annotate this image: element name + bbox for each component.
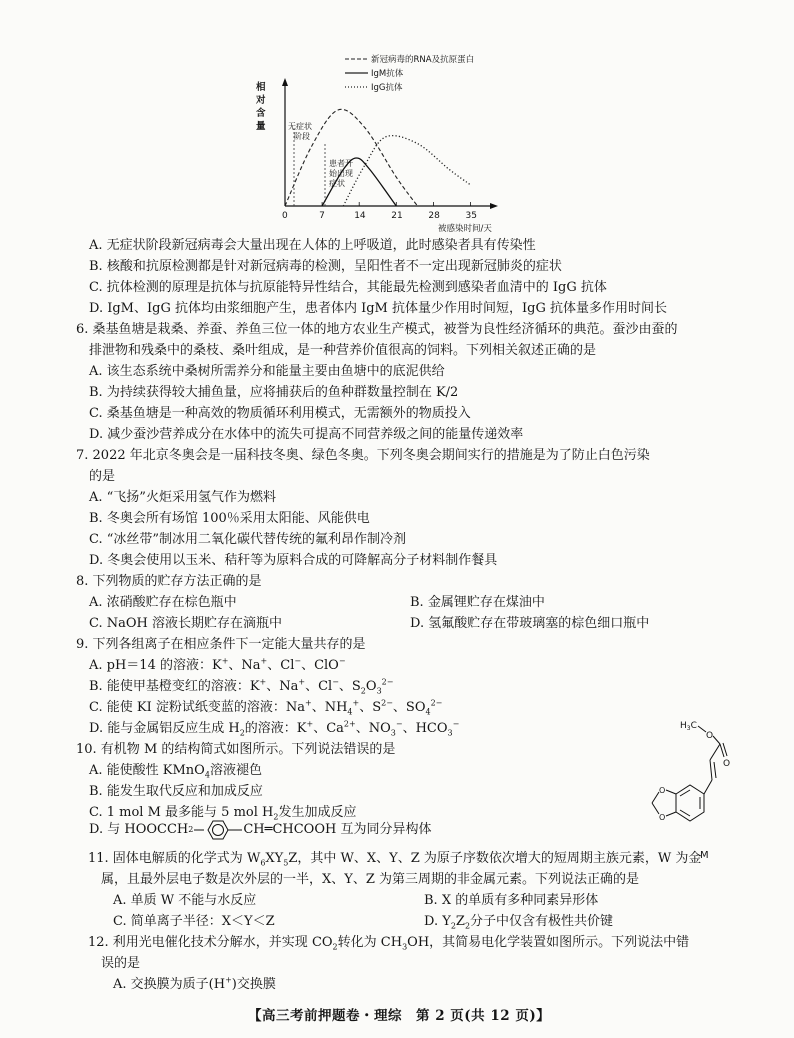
x-tick-label: 28 [428,211,440,221]
legend-label-igg: IgG抗体 [371,83,403,93]
svg-text:患者开: 患者开 [329,159,353,168]
q12-stem-line2: 误的是 [101,956,141,971]
svg-text:O: O [723,759,731,769]
q6-stem-line2: 排泄物和残桑中的桑枝、桑叶组成，是一种营养价值很高的饲料。下列相关叙述正确的是 [89,343,597,358]
page-footer: 【高三考前押题卷・理综 第 2 页(共 12 页)】 [248,1008,551,1024]
q7-option-a: A. “飞扬”火炬采用氢气作为燃料 [89,490,276,505]
q6-option-b: B. 为持续获得较大捕鱼量，应将捕获后的鱼种群数量控制在 K/2 [89,385,459,400]
q10-option-b: B. 能发生取代反应和加成反应 [89,784,263,799]
q10-option-a: A. 能使酸性 KMnO$_4$溶液褪色 [89,763,262,780]
q11-stem-line2: 属，且最外层电子数是次外层的一半，X、Y、Z 为第三周期的非金属元素。下列说法正确的是 [101,872,640,887]
q7-option-d: D. 冬奥会使用以玉米、秸秆等为原料合成的可降解高分子材料制作餐具 [89,553,498,568]
q12-option-a: A. 交换膜为质子(H+)交换膜 [113,975,276,992]
curve-igg-antibody [343,136,470,206]
x-tick-label: 7 [319,211,325,221]
svg-text:阶段: 阶段 [294,132,310,141]
svg-text:O: O [706,731,714,741]
benzene-ring-icon [194,816,242,844]
q6-option-d: D. 减少蚕沙营养成分在水体中的流失可提高不同营养级之间的能量传递效率 [89,427,524,442]
svg-text:无症状: 无症状 [288,122,312,131]
svg-text:O: O [659,813,666,822]
q9-option-c: C. 能使 KI 淀粉试纸变蓝的溶液：Na+、$NH_4^+$、$S^{2-}$、$SO_4^{2-}$ [89,698,443,717]
q5-option-b: B. 核酸和抗原检测都是针对新冠病毒的检测，呈阳性者不一定出现新冠肺炎的症状 [89,259,562,274]
q8-option-c: C. NaOH 溶液长期贮存在滴瓶中 [89,616,283,631]
q9-stem: 9. 下列各组离子在相应条件下一定能大量共存的是 [76,637,366,652]
q6-option-a: A. 该生态系统中桑树所需养分和能量主要由鱼塘中的底泥供给 [89,364,445,379]
svg-text:量: 量 [256,121,266,132]
svg-text:相: 相 [256,82,266,93]
q8-option-a: A. 浓硝酸贮存在棕色瓶中 [89,595,237,610]
phase-label-asymptomatic [288,121,312,141]
q11-option-c: C. 简单离子半径：X＜Y＜Z [113,914,275,929]
svg-text:始出现: 始出现 [329,169,353,178]
x-tick-labels [282,202,477,221]
q7-stem-line2: 的是 [89,469,116,484]
q11-stem-line1: 11. 固体电解质的化学式为 $W_6XY_5Z$，其中 W、X、Y、Z 为原子序数依次增大的短周期主族元素，W 为金 [88,851,702,868]
antibody-chart [250,48,530,233]
x-tick-label: 35 [465,211,477,221]
q11-option-b: B. X 的单质有多种同素异形体 [424,893,599,908]
svg-text:含: 含 [256,108,266,119]
x-tick-label: 21 [391,211,403,221]
legend-label-virus: 新冠病毒的RNA及抗原蛋白 [371,55,475,65]
q9-option-d: D. 能与金属铝反应生成 $H_2$的溶液：K+、$Ca^{2+}$、$NO_3^-$、$HCO_3^-$ [89,719,460,738]
x-axis-arrow [490,203,498,209]
y-axis-label [255,81,266,132]
q5-option-d: D. IgM、IgG 抗体均由浆细胞产生，患者体内 IgM 抗体量少作用时间短，IgG 抗体量多作用时间长 [89,301,667,316]
q10-option-d: D. 与 HOOCCH 2 CH═CHCOOH 互为同分异构体 [89,812,432,848]
q9-option-b: B. 能使甲基橙变红的溶液：K+、Na+、Cl−、$S_2O_3^{2-}$ [89,677,394,696]
x-axis-label: 被感染时间/天 [438,224,492,233]
molecule-label: M [700,850,709,861]
q7-option-b: B. 冬奥会所有场馆 100％采用太阳能、风能供电 [89,511,370,526]
chart-legend [345,54,474,93]
x-tick-label: 0 [282,211,288,221]
svg-text:对: 对 [256,95,266,106]
q5-option-a: A. 无症状阶段新冠病毒会大量出现在人体的上呼吸道，此时感染者具有传染性 [89,238,536,253]
q6-option-c: C. 桑基鱼塘是一种高效的物质循环利用模式，无需额外的物质投入 [89,406,471,421]
legend-label-igm: IgM抗体 [371,69,404,79]
q10-option-c: C. 1 mol M 最多能与 5 mol $H_2$发生加成反应 [89,805,357,822]
y-axis-arrow [282,78,288,86]
svg-text:O: O [659,786,666,795]
q7-stem-line1: 7. 2022 年北京冬奥会是一届科技冬奥、绿色冬奥。下列冬奥会期间实行的措施是为了防止白色污染 [76,448,650,463]
q5-option-c: C. 抗体检测的原理是抗体与抗原能特异性结合，其能最先检测到感染者血清中的 IgG 抗体 [89,280,607,295]
svg-text:症状: 症状 [329,179,345,188]
x-tick-label: 14 [354,211,366,221]
q9-option-a: A. pH＝14 的溶液：K+、Na+、Cl−、ClO− [89,656,346,673]
q7-option-c: C. “冰丝带”制冰用二氧化碳代替传统的氟利昂作制冷剂 [89,532,407,547]
q8-option-d: D. 氢氟酸贮存在带玻璃塞的棕色细口瓶中 [410,616,650,631]
q11-option-a: A. 单质 W 不能与水反应 [113,893,257,908]
q12-stem-line1: 12. 利用光电催化技术分解水，并实现 $CO_2$转化为 $CH_3OH$，其简易电化学装置如图所示。下列说法中错 [88,935,690,952]
molecule-m-structure [640,712,760,862]
q6-stem-line1: 6. 桑基鱼塘是栽桑、养蚕、养鱼三位一体的地方农业生产模式，被誉为良性经济循环的典范。蚕沙由蚕的 [76,322,678,337]
q8-stem: 8. 下列物质的贮存方法正确的是 [76,574,262,589]
q11-option-d: D. $Y_2Z_2$分子中仅含有极性共价键 [424,914,614,931]
svg-text:H3C: $H_3C$ [680,721,697,732]
q8-option-b: B. 金属锂贮存在煤油中 [410,595,545,610]
q10-stem: 10. 有机物 M 的结构简式如图所示。下列说法错误的是 [76,742,396,757]
